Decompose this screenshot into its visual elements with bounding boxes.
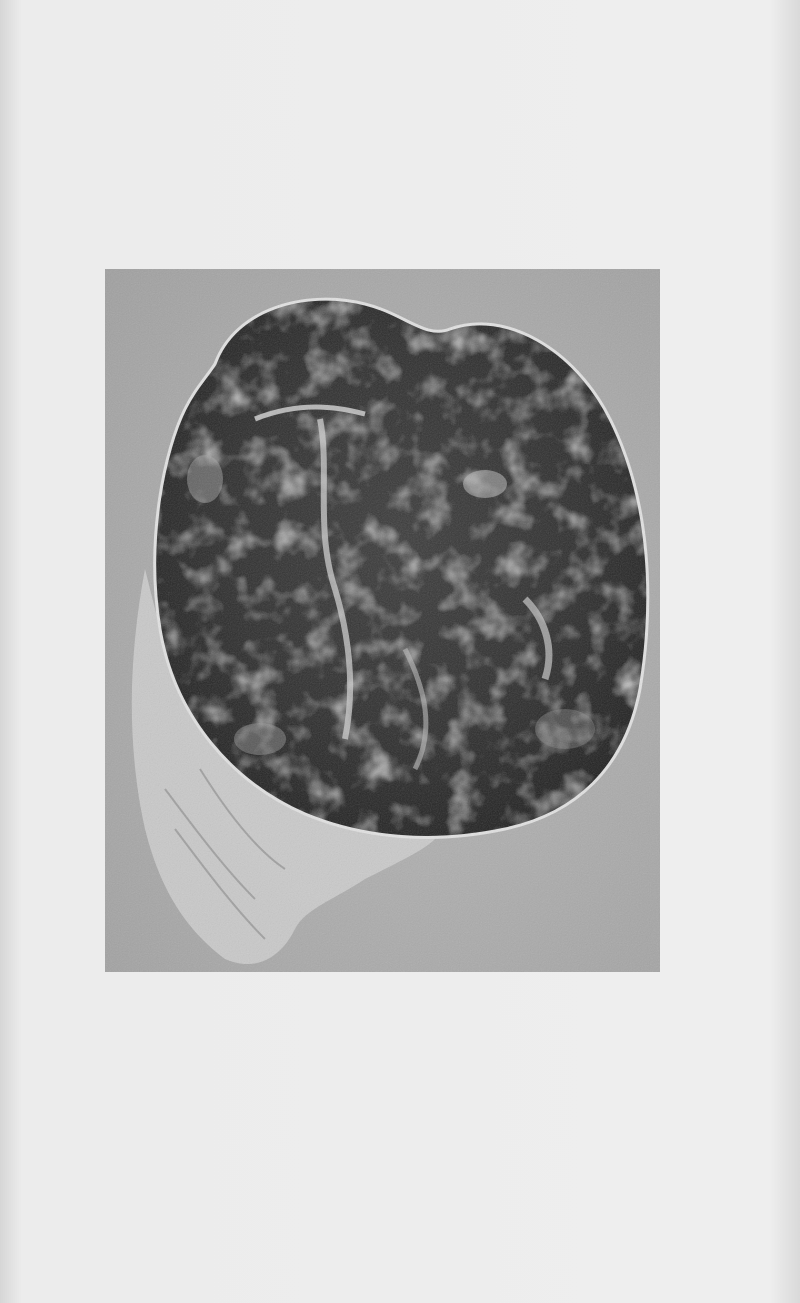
figure-photo [105,269,660,972]
tumor-photograph [105,269,660,972]
